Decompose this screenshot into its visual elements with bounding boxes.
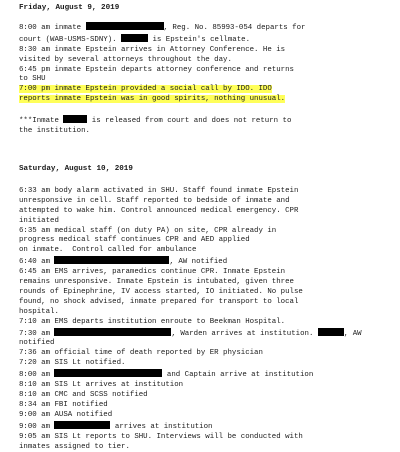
log-line: 7:10 am EMS departs institution enroute to Beekman Hospital. [19, 317, 286, 326]
log-line: 6:45 am EMS arrives, paramedics continue CPR. Inmate Epstein [19, 268, 286, 277]
log-line: court (WAB-USMS-SDNY). is Epstein's cellmate. [19, 35, 251, 44]
log-line: notified [19, 339, 55, 348]
log-line: hospital. [19, 307, 59, 316]
log-line: rounds of Epinephrine, IV access started, IO initiated. No pulse [19, 287, 303, 296]
log-line: 9:00 am AUSA notified [19, 410, 113, 419]
log-line: visited by several attorneys throughout the day. [19, 55, 232, 64]
log-line: initiated [19, 216, 59, 225]
redaction-block [54, 328, 171, 336]
log-line: 6:35 am medical staff (on duty PA) on site, CPR already in [19, 226, 277, 235]
log-line: remains unresponsive. Inmate Epstein is intubated, given three [19, 278, 294, 287]
saturday-heading: Saturday, August 10, 2019 [19, 164, 133, 173]
log-line: inmates assigned to tier. [19, 442, 130, 451]
log-line: 8:00 am inmate , Reg. No. 85993-054 departs for [19, 23, 306, 32]
friday-heading: Friday, August 9, 2019 [19, 4, 120, 12]
redaction-block [318, 328, 344, 336]
redaction-block [86, 22, 164, 30]
log-line: 8:10 am SIS Lt arrives at institution [19, 381, 184, 390]
log-line: 7:30 am , Warden arrives at institution. , AW [19, 329, 362, 338]
log-line: 8:30 am inmate Epstein arrives in Attorney Conference. He is [19, 45, 286, 54]
log-line: 8:00 am and Captain arrive at institution [19, 371, 314, 380]
log-line: progress medical staff continues CPR and AED applied [19, 236, 250, 245]
log-line: 7:20 am SIS Lt notified. [19, 359, 126, 368]
log-line: 6:40 am , AW notified [19, 258, 228, 267]
log-line: 6:45 pm inmate Epstein departs attorney conference and returns [19, 65, 294, 74]
log-line: to SHU [19, 75, 46, 84]
log-line: 8:10 am CMC and SCSS notified [19, 391, 148, 399]
log-line: attempted to wake him. Control announced medical emergency. CPR [19, 206, 299, 215]
log-line: unresponsive in cell. Staff reported to bedside of inmate and [19, 196, 290, 205]
log-line: 9:05 am SIS Lt reports to SHU. Interviews will be conducted with [19, 432, 303, 441]
redaction-block [54, 256, 169, 264]
redaction-block [63, 115, 87, 123]
redaction-block [54, 369, 162, 377]
highlighted-log-line: reports inmate Epstein was in good spirits, nothing unusual. [19, 95, 286, 104]
note-line: ***Inmate is released from court and does not return to [19, 117, 292, 126]
log-line: 9:00 am arrives at institution [19, 422, 213, 431]
note-line: the institution. [19, 127, 90, 136]
redaction-block [54, 421, 110, 429]
log-line: 7:36 am official time of death reported by ER physician [19, 349, 263, 358]
log-line: 8:34 am FBI notified [19, 400, 108, 409]
log-line: 6:33 am body alarm activated in SHU. Staff found inmate Epstein [19, 186, 299, 195]
log-line: found, no shock advised, inmate prepared for transport to local [19, 297, 299, 306]
log-line: on inmate. Control called for ambulance [19, 246, 197, 255]
highlighted-log-line: 7:00 pm inmate Epstein provided a social call by IDO. IDO [19, 85, 272, 94]
redaction-block [121, 34, 148, 42]
